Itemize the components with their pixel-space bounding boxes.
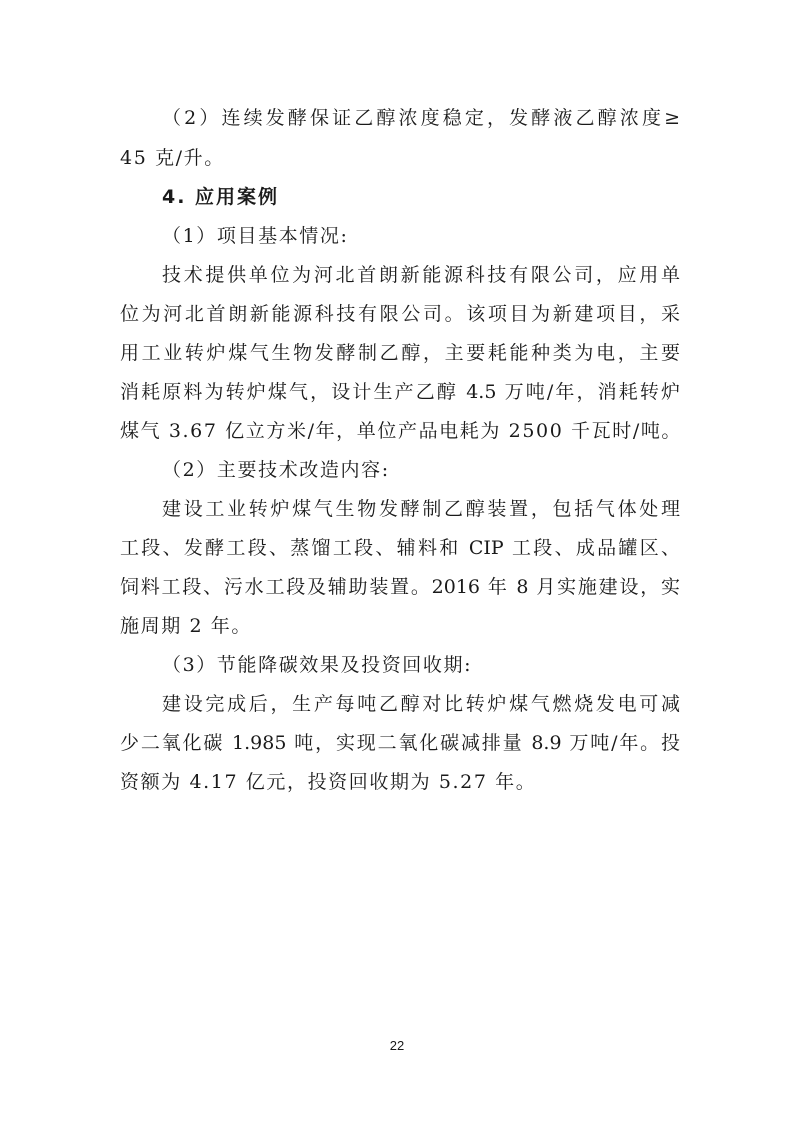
paragraph-line: 45 克/升。 <box>120 147 225 169</box>
subsection-heading: （2）主要技术改造内容: <box>162 459 390 481</box>
paragraph-line: 煤气 3.67 亿立方米/年，单位产品电耗为 2500 千瓦时/吨。 <box>120 420 683 442</box>
paragraph-line: （2）连续发酵保证乙醇浓度稳定，发酵液乙醇浓度≥ <box>162 107 680 129</box>
subsection-heading: （3）节能降碳效果及投资回收期: <box>162 654 473 676</box>
paragraph-line: 建设完成后，生产每吨乙醇对比转炉煤气燃烧发电可减 <box>162 693 680 715</box>
paragraph-line: 位为河北首朗新能源科技有限公司。该项目为新建项目，采 <box>120 303 680 325</box>
paragraph-line: 用工业转炉煤气生物发酵制乙醇，主要耗能种类为电，主要 <box>120 342 680 364</box>
section-heading: 4. 应用案例 <box>162 186 280 208</box>
paragraph-line: 饲料工段、污水工段及辅助装置。2016 年 8 月实施建设，实 <box>120 576 680 598</box>
paragraph-line: 工段、发酵工段、蒸馏工段、辅料和 CIP 工段、成品罐区、 <box>120 537 680 559</box>
paragraph-line: 少二氧化碳 1.985 吨，实现二氧化碳减排量 8.9 万吨/年。投 <box>120 732 680 754</box>
subsection-heading: （1）项目基本情况: <box>162 225 349 247</box>
paragraph-line: 消耗原料为转炉煤气，设计生产乙醇 4.5 万吨/年，消耗转炉 <box>120 381 680 403</box>
paragraph-line: 资额为 4.17 亿元，投资回收期为 5.27 年。 <box>120 771 537 793</box>
paragraph-line: 技术提供单位为河北首朗新能源科技有限公司，应用单 <box>162 264 680 286</box>
paragraph-line: 建设工业转炉煤气生物发酵制乙醇装置，包括气体处理 <box>162 498 680 520</box>
paragraph-line: 施周期 2 年。 <box>120 615 252 637</box>
page-number: 22 <box>389 1038 405 1053</box>
